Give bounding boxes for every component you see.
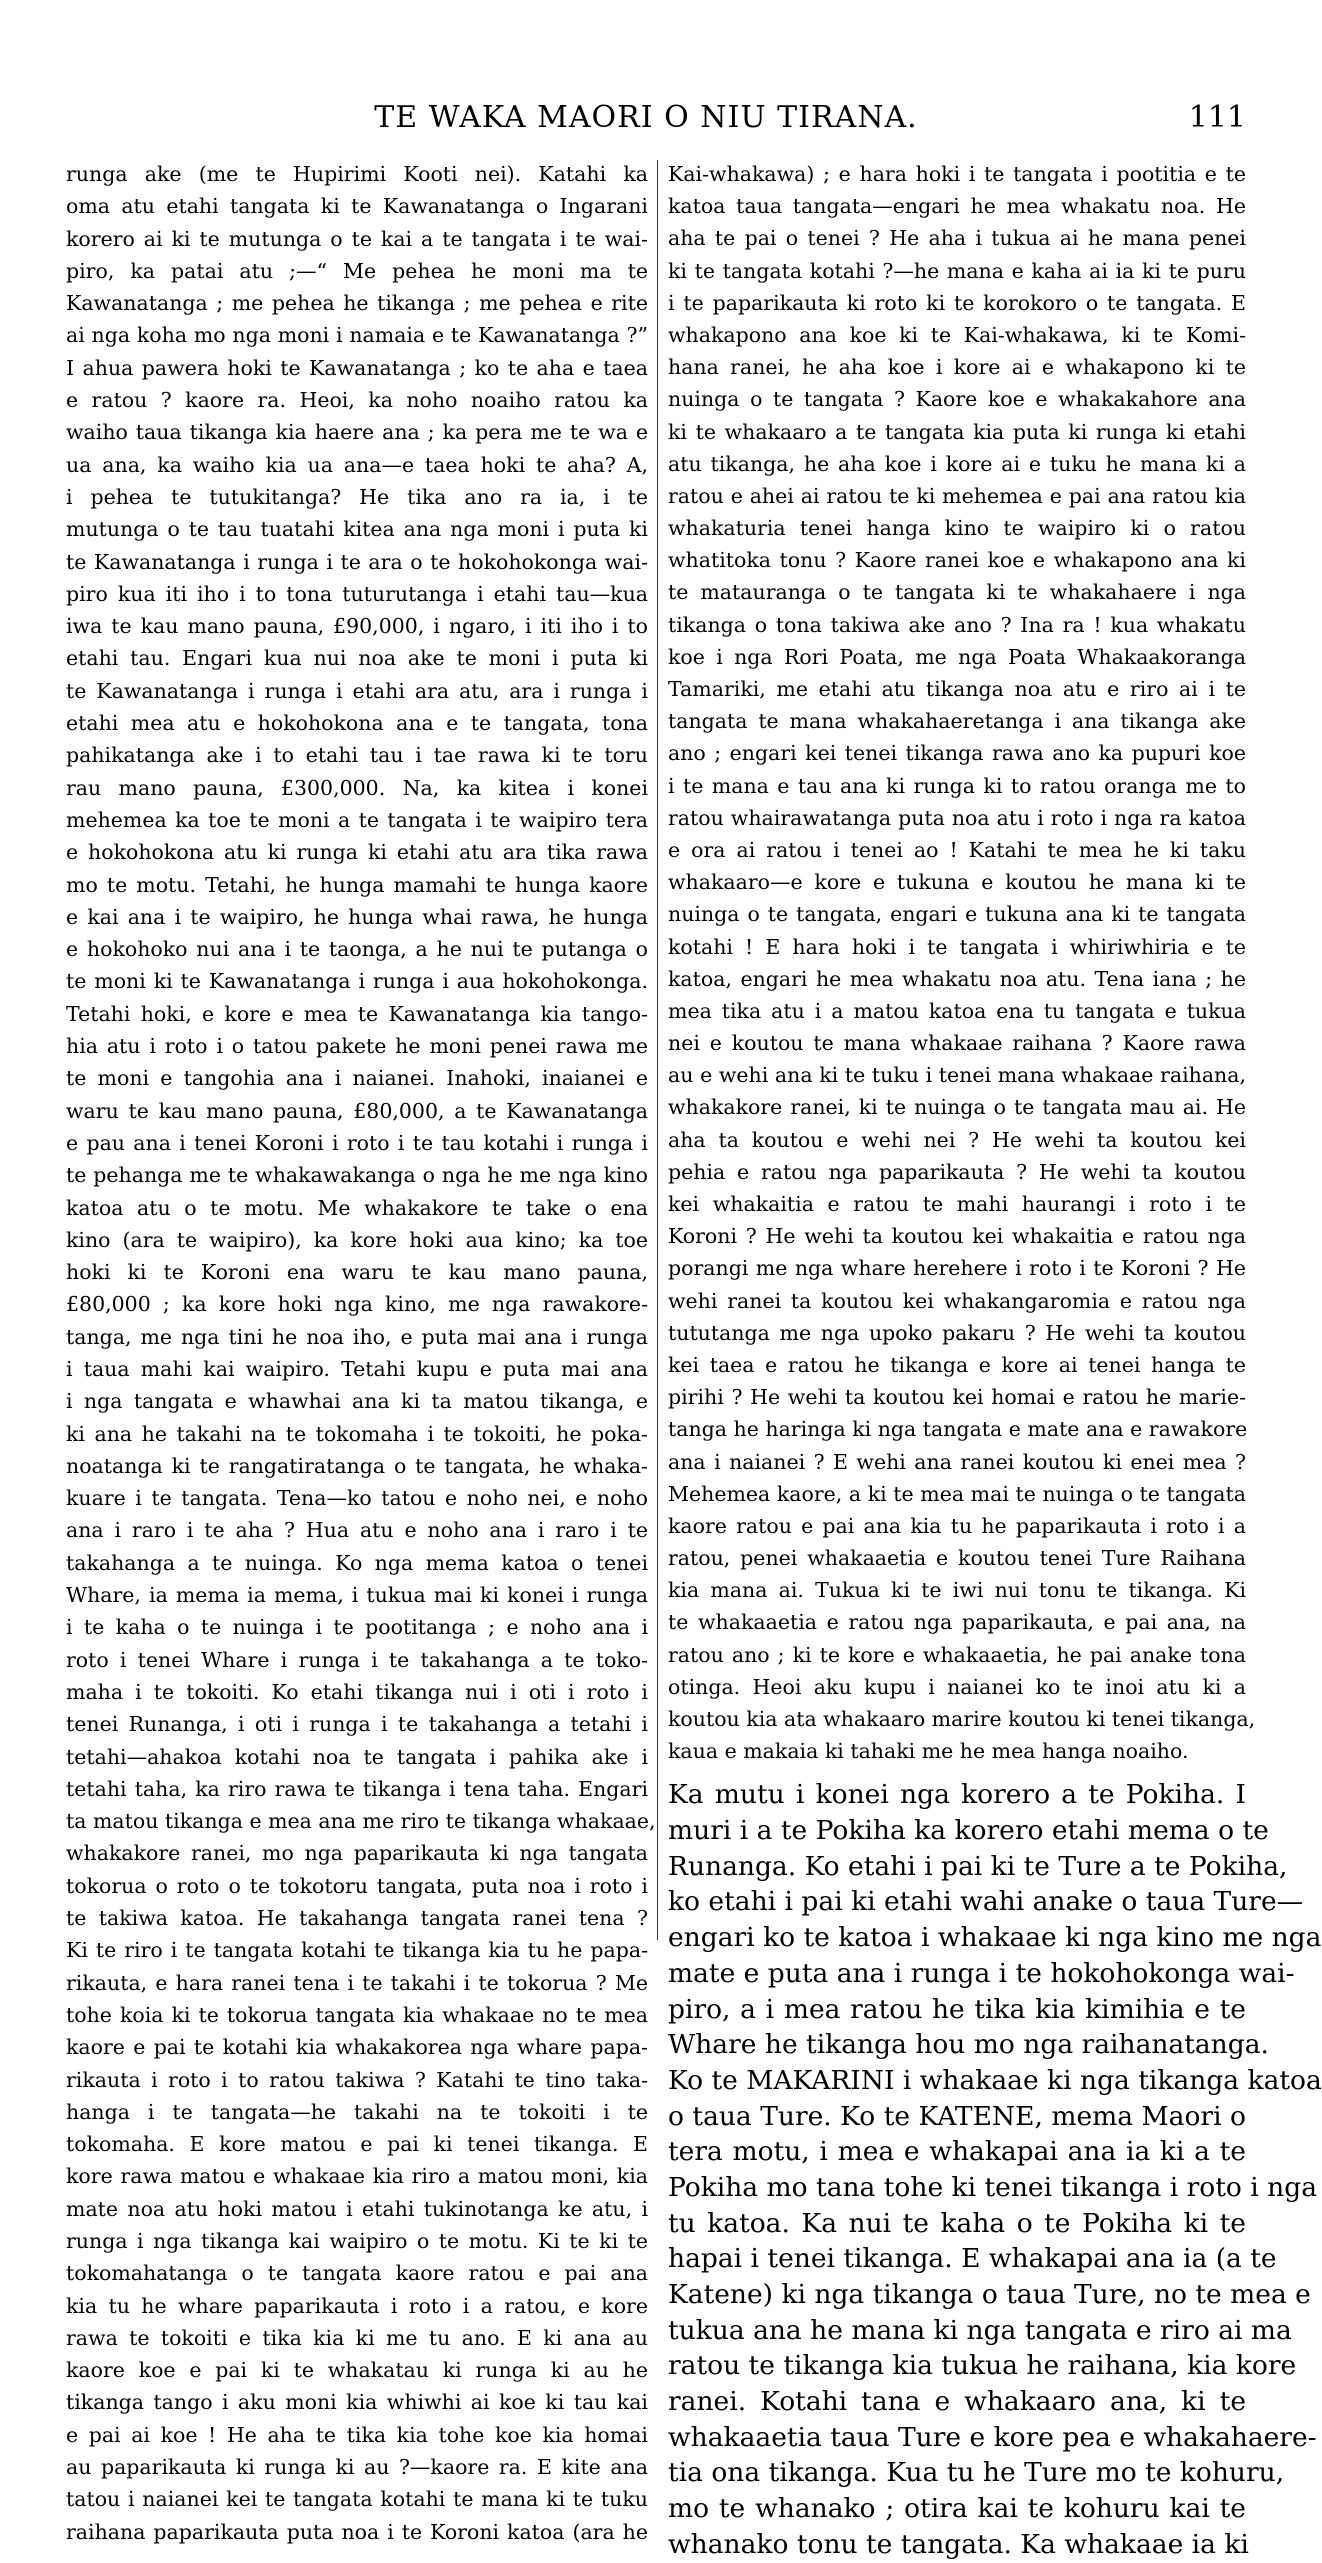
text-line: korero ai ki te mutunga o te kai a te tangata i te wai- — [66, 226, 648, 251]
text-line: au e wehi ana ki te tuku i tenei mana whakaae raihana, — [668, 1063, 1246, 1088]
text-line: tikanga o tona takiwa ake ano ? Ina ra ! kua whakatu — [668, 612, 1246, 637]
text-line: koe i nga Rori Poata, me nga Poata Whakaakoranga — [668, 644, 1246, 669]
text-line: ki te whakaaro a te tangata kia puta ki runga ki etahi — [668, 419, 1246, 444]
text-line: tanga, me nga tini he noa iho, e puta mai ana i runga — [66, 1324, 648, 1349]
text-line: rikauta, e hara ranei tena i te takahi i te tokorua ? Me — [66, 1970, 648, 1995]
text-line: runga i nga tikanga kai waipiro o te motu. Ki te ki te — [66, 2229, 648, 2253]
text-line: nuinga o te tangata, engari e tukuna ana ki te tangata — [668, 902, 1246, 927]
text-line: katoa taua tangata—engari he mea whakatu noa. He — [668, 194, 1246, 219]
text-line: Pokiha mo tana tohe ki tenei tikanga i roto i nga — [668, 2171, 1318, 2203]
text-line: tututanga me nga upoko pakaru ? He wehi ta koutou — [668, 1320, 1246, 1345]
text-line: hia atu i roto i o tatou pakete he moni penei rawa me — [66, 1034, 648, 1059]
text-line: kino (ara te waipiro), ka kore hoki aua kino; ka toe — [66, 1227, 648, 1252]
page-number: 111 — [1188, 100, 1246, 135]
speech-continuation — [668, 158, 1256, 1767]
text-line: pirihi ? He wehi ta koutou kei homai e ratou he marie- — [668, 1385, 1246, 1410]
text-line: Kawanatanga ; me pehea he tikanga ; me pehea e rite — [66, 291, 648, 316]
text-line: whatitoka tonu ? Kaore ranei koe e whakapono ana ki — [668, 548, 1246, 573]
text-line: hoki ki te Koroni ena waru te kau mano pauna, — [66, 1260, 648, 1285]
text-line: i te paparikauta ki roto ki te korokoro o te tangata. E — [668, 290, 1246, 315]
right-column-text — [668, 158, 1322, 2560]
text-line: tukua ana he mana ki nga tangata e riro ai ma — [668, 2314, 1292, 2346]
text-line: tatou i naianei kei te tangata kotahi te mana ki te tuku — [66, 2487, 648, 2512]
text-line: whakaaetia taua Ture e kore pea e whakahaere- — [668, 2421, 1317, 2453]
text-line: pehia e ratou nga paparikauta ? He wehi ta koutou — [668, 1159, 1246, 1184]
text-line: te Kawanatanga i runga i te ara o te hokohokonga wai- — [66, 549, 648, 574]
text-line: tikanga tango i aku moni kia whiwhi ai koe ki tau kai — [66, 2390, 648, 2415]
text-line: Ko te MAKARINI i whakaae ki nga tikanga katoa — [668, 2064, 1322, 2096]
text-line: ratou whairawatanga puta noa atu i roto i nga ra katoa — [668, 805, 1246, 830]
text-line: ratou te tikanga kia tukua he raihana, kia kore — [668, 2350, 1297, 2382]
text-line: Koroni ? He wehi ta koutou kei whakaitia e ratou nga — [668, 1224, 1246, 1249]
text-line: runga ake (me te Hupirimi Kooti nei). Katahi ka — [66, 162, 648, 186]
text-line: otinga. Heoi aku kupu i naianei ko te inoi atu ki a — [668, 1674, 1246, 1699]
text-line: ko etahi i pai ki etahi wahi anake o taua Ture— — [668, 1886, 1304, 1918]
text-line: katoa, engari he mea whakatu noa atu. Tena iana ; he — [668, 966, 1246, 991]
text-line: Runanga. Ko etahi i pai ki te Ture a te Pokiha, — [668, 1850, 1288, 1882]
text-line: kia tu he whare paparikauta i roto i a ratou, e kore — [66, 2293, 648, 2318]
text-line: noatanga ki te rangatiratanga o te tangata, he whaka- — [66, 1453, 648, 1478]
text-line: tetahi taha, ka riro rawa te tikanga i tena taha. Engari — [66, 1776, 648, 1801]
text-line: te Kawanatanga i runga i etahi ara atu, ara i runga i — [66, 678, 648, 703]
text-line: waru te kau mano pauna, £80,000, a te Kawanatanga — [66, 1098, 648, 1123]
text-line: raihana paparikauta puta noa i te Koroni katoa (ara he — [66, 2519, 648, 2544]
text-line: aha ta koutou e wehi nei ? He wehi ta koutou kei — [668, 1127, 1246, 1152]
text-line: ratou e ahei ai ratou te ki mehemea e pai ana ratou kia — [668, 483, 1246, 508]
text-line: ki ana he takahi na te tokomaha i te tokoiti, he poka- — [66, 1421, 648, 1446]
text-line: muri i a te Pokiha ka korero etahi mema o te — [668, 1815, 1269, 1847]
text-line: iwa te kau mano pauna, £90,000, i ngaro, i iti iho i to — [66, 614, 648, 639]
text-line: o taua Ture. Ko te KATENE, mema Maori o — [668, 2100, 1246, 2132]
text-line: rau mano pauna, £300,000. Na, ka kitea i konei — [66, 775, 648, 800]
text-line: Mehemea kaore, a ki te mea mai te nuinga o te tangata — [668, 1481, 1246, 1506]
text-line: nei e koutou te mana whakaae raihana ? Kaore rawa — [668, 1031, 1246, 1056]
text-line: e ratou ? kaore ra. Heoi, ka noho noaiho ratou ka — [66, 388, 648, 413]
text-line: ki te tangata kotahi ?—he mana e kaha ai ia ki te puru — [668, 258, 1246, 283]
text-line: e kai ana i te waipiro, he hunga whai rawa, he hunga — [66, 904, 648, 929]
text-line: i te mana e tau ana ki runga ki to ratou oranga me to — [668, 773, 1246, 798]
text-line: e ora ai ratou i tenei ao ! Katahi te mea he ki taku — [668, 837, 1246, 862]
text-line: mo te whanako ; otira kai te kohuru kai te — [668, 2493, 1246, 2525]
text-line: ana i naianei ? E wehi ana ranei koutou ki enei mea ? — [668, 1449, 1246, 1474]
text-line: tu katoa. Ka nui te kaha o te Pokiha ki te — [668, 2207, 1246, 2239]
text-line: te pehanga me te whakawakanga o nga he me nga kino — [66, 1163, 648, 1188]
text-line: i te kaha o te nuinga i te pootitanga ; e noho ana i — [66, 1615, 648, 1640]
text-line: i pehea te tutukitanga? He tika ano ra ia, i te — [66, 484, 648, 509]
text-line: mate noa atu hoki matou i etahi tukinotanga ke atu, i — [66, 2196, 648, 2221]
text-line: Whare, ia mema ia mema, i tukua mai ki konei i runga — [66, 1583, 648, 1608]
text-line: kaore koe e pai ki te whakatau ki runga ki au he — [66, 2358, 648, 2383]
text-line: e hokohokona atu ki runga ki etahi atu ara tika rawa — [66, 840, 648, 865]
text-line: whakaaro—e kore e tukuna e koutou he mana ki te — [668, 870, 1246, 895]
text-line: aha te pai o tenei ? He aha i tukua ai he mana penei — [668, 226, 1246, 251]
text-line: mehemea ka toe te moni a te tangata i te waipiro tera — [66, 807, 648, 832]
text-line: tokorua o roto o te tokotoru tangata, puta noa i roto i — [66, 1873, 648, 1898]
text-line: kotahi ! E hara hoki i te tangata i whiriwhiria e te — [668, 934, 1246, 959]
text-line: £80,000 ; ka kore hoki nga kino, me nga rawakore- — [66, 1292, 648, 1317]
text-line: katoa atu o te motu. Me whakakore te take o ena — [66, 1195, 648, 1220]
text-line: whakapono ana koe ki te Kai-whakawa, ki te Komi- — [668, 322, 1246, 347]
text-line: mea tika atu i a matou katoa ena tu tangata e tukua — [668, 998, 1246, 1023]
text-line: oma atu etahi tangata ki te Kawanatanga o Ingarani — [66, 194, 648, 219]
text-line: porangi me nga whare herehere i roto i te Koroni ? He — [668, 1256, 1246, 1281]
text-line: hanga i te tangata—he takahi na te tokoiti i te — [66, 2099, 648, 2124]
text-line: tera motu, i mea e whakapai ana ia ki a te — [668, 2136, 1246, 2168]
text-line: ranei. Kotahi tana e whakaaro ana, ki te — [668, 2386, 1246, 2418]
text-line: te moni ki te Kawanatanga i runga i aua hokohokonga. — [66, 969, 648, 994]
text-line: Tetahi hoki, e kore e mea te Kawanatanga kia tango- — [66, 1001, 648, 1026]
text-line: rikauta i roto i to ratou takiwa ? Katahi te tino taka- — [66, 2067, 648, 2092]
column-divider — [657, 160, 658, 1940]
text-line: etahi mea atu e hokohokona ana e te tangata, tona — [66, 711, 648, 736]
text-line: e hokohoko nui ana i te taonga, a he nui te putanga o — [66, 937, 648, 962]
text-line: ta matou tikanga e mea ana me riro te tikanga whakaae, — [66, 1809, 656, 1834]
text-line: whakakore ranei, mo nga paparikauta ki nga tangata — [66, 1841, 648, 1866]
text-line: rawa te tokoiti e tika kia ki me tu ano. E ki ana au — [66, 2325, 648, 2350]
text-line: mo te motu. Tetahi, he hunga mamahi te hunga kaore — [66, 872, 648, 897]
text-line: etahi tau. Engari kua nui noa ake te moni i puta ki — [66, 646, 648, 671]
text-line: piro, a i mea ratou he tika kia kimihia e te — [668, 1993, 1246, 2025]
text-line: mate e puta ana i runga i te hokohokonga wai- — [668, 1957, 1295, 1989]
text-line: Tamariki, me etahi atu tikanga noa atu e riro ai i te — [668, 677, 1246, 701]
text-line: kuare i te tangata. Tena—ko tatou e noho nei, e noho — [66, 1486, 648, 1511]
text-line: ana i raro i te aha ? Hua atu e noho ana i raro i te — [66, 1518, 648, 1543]
text-line: I ahua pawera hoki te Kawanatanga ; ko te aha e taea — [66, 355, 648, 380]
text-line: tia ona tikanga. Kua tu he Ture mo te kohuru, — [668, 2457, 1285, 2489]
text-line: wehi ranei ta koutou kei whakangaromia e ratou nga — [668, 1288, 1246, 1313]
text-line: au paparikauta ki runga ki au ?—kaore ra. E kite ana — [66, 2455, 648, 2480]
text-line: ano ; engari kei tenei tikanga rawa ano ka pupuri koe — [668, 741, 1246, 766]
text-line: i taua mahi kai waipiro. Tetahi kupu e puta mai ana — [66, 1356, 648, 1381]
text-line: Ka mutu i konei nga korero a te Pokiha. I — [668, 1779, 1246, 1811]
text-line: whanako tonu te tangata. Ka whakaae ia ki — [668, 2528, 1249, 2560]
text-line: kaore ratou e pai ana kia tu he paparikauta i roto i a — [668, 1513, 1246, 1538]
text-line: Ki te riro i te tangata kotahi te tikanga kia tu he papa- — [66, 1938, 648, 1963]
text-line: tohe koia ki te tokorua tangata kia whakaae no te mea — [66, 2002, 648, 2027]
text-line: mutunga o te tau tuatahi kitea ana nga moni i puta ki — [66, 517, 648, 542]
text-line: e pai ai koe ! He aha te tika kia tohe koe kia homai — [66, 2422, 648, 2447]
text-line: ai nga koha mo nga moni i namaia e te Kawanatanga ?” — [66, 323, 648, 348]
text-line: te matauranga o te tangata ki te whakahaere i nga — [668, 580, 1246, 605]
text-line: hana ranei, he aha koe i kore ai e whakapono ki te — [668, 355, 1246, 380]
text-line: tenei Runanga, i oti i runga i te takahanga a tetahi i — [66, 1712, 648, 1737]
text-line: takahanga a te nuinga. Ko nga mema katoa o tenei — [66, 1550, 648, 1575]
text-line: kei taea e ratou he tikanga e kore ai tenei hanga te — [668, 1352, 1246, 1377]
text-line: te moni e tangohia ana i naianei. Inahoki, inaianei e — [66, 1066, 648, 1091]
text-line: kei whakaitia e ratou te mahi haurangi i roto i te — [668, 1192, 1246, 1216]
text-line: i nga tangata e whawhai ana ki ta matou tikanga, e — [66, 1389, 648, 1414]
text-line: piro, ka patai atu ;—“ Me pehea he moni ma te — [66, 258, 648, 283]
text-line: kaua e makaia ki tahaki me he mea hanga noaiho. — [668, 1739, 1189, 1764]
text-line: te whakaaetia e ratou nga paparikauta, e pai ana, na — [668, 1610, 1246, 1635]
text-line: atu tikanga, he aha koe i kore ai e tuku he mana ki a — [668, 451, 1246, 476]
text-line: ratou ano ; ki te kore e whakaaetia, he pai anake tona — [668, 1642, 1246, 1667]
text-line: tetahi—ahakoa kotahi noa te tangata i pahika ake i — [66, 1744, 648, 1769]
text-line: te takiwa katoa. He takahanga tangata ranei tena ? — [66, 1906, 648, 1931]
text-line: tanga he haringa ki nga tangata e mate ana e rawakore — [668, 1417, 1248, 1442]
text-line: whakakore ranei, ki te nuinga o te tangata mau ai. He — [668, 1095, 1246, 1120]
text-line: e pau ana i tenei Koroni i roto i te tau kotahi i runga i — [66, 1130, 648, 1155]
text-line: Kai-whakawa) ; e hara hoki i te tangata i pootitia e te — [668, 162, 1246, 186]
text-line: whakaturia tenei hanga kino te waipiro ki o ratou — [668, 516, 1246, 541]
text-line: waiho taua tikanga kia haere ana ; ka pera me te wa e — [66, 420, 648, 445]
text-line: tangata te mana whakahaeretanga i ana tikanga ake — [668, 709, 1246, 734]
text-line: roto i tenei Whare i runga i te takahanga a te toko- — [66, 1647, 648, 1672]
text-line: ratou, penei whakaaetia e koutou tenei Ture Raihana — [668, 1546, 1246, 1571]
text-line: tokomahatanga o te tangata kaore ratou e pai ana — [66, 2261, 648, 2286]
page-header-title: TE WAKA MAORI O NIU TIRANA. — [374, 100, 918, 135]
text-line: nuinga o te tangata ? Kaore koe e whakakahore ana — [668, 387, 1246, 412]
text-line: koutou kia ata whakaaro marire koutou ki tenei tikanga, — [668, 1707, 1256, 1731]
text-line: kaore e pai te kotahi kia whakakorea nga whare papa- — [66, 2035, 648, 2060]
text-line: piro kua iti iho i to tona tuturutanga i etahi tau—kua — [66, 581, 648, 606]
text-line: pahikatanga ake i to etahi tau i tae rawa ki te toru — [66, 743, 648, 768]
text-line: kore rawa matou e whakaae kia riro a matou moni, kia — [66, 2164, 648, 2189]
text-line: kia mana ai. Tukua ki te iwi nui tonu te tikanga. Ki — [668, 1578, 1246, 1603]
text-line: tokomaha. E kore matou e pai ki tenei tikanga. E — [66, 2132, 648, 2157]
text-line: Whare he tikanga hou mo nga raihanatanga. — [668, 2029, 1269, 2061]
text-line: hapai i tenei tikanga. E whakapai ana ia (a te — [668, 2243, 1277, 2275]
text-line: Katene) ki nga tikanga o taua Ture, no te mea e — [668, 2279, 1311, 2310]
text-line: maha i te tokoiti. Ko etahi tikanga nui i oti i roto i — [66, 1679, 648, 1704]
text-line: engari ko te katoa i whakaae ki nga kino me nga — [668, 1922, 1322, 1954]
text-line: ua ana, ka waiho kia ua ana—e taea hoki te aha? A, — [66, 452, 648, 477]
session-report — [668, 1777, 1322, 2562]
left-column-text — [66, 158, 656, 2544]
